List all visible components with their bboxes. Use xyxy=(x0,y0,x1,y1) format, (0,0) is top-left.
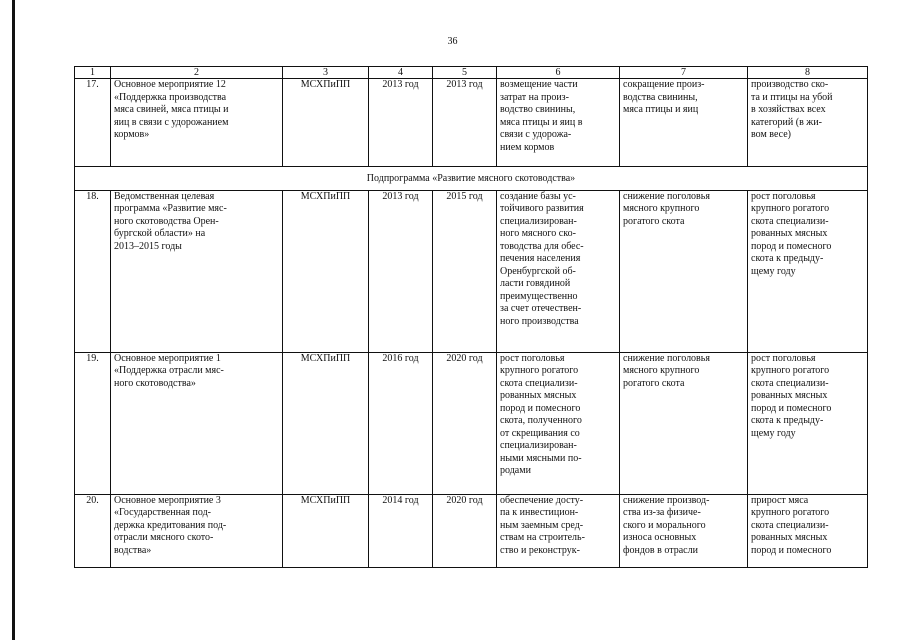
column-number-row xyxy=(75,67,868,79)
measures-table xyxy=(74,66,868,568)
executor: МСХПиПП xyxy=(283,352,369,494)
expected-result: рост поголовья крупного рогатого скота специализи- рованных мясных пород и помесного скота, полученного от скрещивания со специализирован- ными мясными по- родами xyxy=(497,352,620,494)
column-header: 6 xyxy=(497,67,620,79)
row-number: 20. xyxy=(75,494,111,567)
indicator-link: рост поголовья крупного рогатого скота специализи- рованных мясных пород и помесного скота к предыду- щему году xyxy=(748,352,868,494)
expected-result: обеспечение досту- па к инвестицион- ным заемным сред- ствам на строитель- ство и реконструк- xyxy=(497,494,620,567)
section-row xyxy=(75,167,868,191)
column-header: 5 xyxy=(433,67,497,79)
executor: МСХПиПП xyxy=(283,494,369,567)
indicator-link: производство ско- та и птицы на убой в хозяйствах всех категорий (в жи- вом весе) xyxy=(748,79,868,167)
end-year: 2015 год xyxy=(433,190,497,352)
column-header: 4 xyxy=(369,67,433,79)
expected-result: возмещение части затрат на произ- водство свинины, мяса птицы и яиц в связи с удорожа- нием кормов xyxy=(497,79,620,167)
start-year: 2016 год xyxy=(369,352,433,494)
table-row xyxy=(75,190,868,352)
scan-edge-bar xyxy=(12,0,15,640)
end-year: 2020 год xyxy=(433,352,497,494)
measure-name: Основное мероприятие 3 «Государственная под- держка кредитования под- отрасли мясного ското- водства» xyxy=(111,494,283,567)
column-header: 3 xyxy=(283,67,369,79)
row-number: 17. xyxy=(75,79,111,167)
consequences: сокращение произ- водства свинины, мяса птицы и яиц xyxy=(620,79,748,167)
consequences: снижение поголовья мясного крупного рогатого скота xyxy=(620,190,748,352)
page-number: 36 xyxy=(447,36,458,47)
start-year: 2014 год xyxy=(369,494,433,567)
subprogram-title: Подпрограмма «Развитие мясного скотоводства» xyxy=(75,167,868,191)
end-year: 2020 год xyxy=(433,494,497,567)
indicator-link: рост поголовья крупного рогатого скота специализи- рованных мясных пород и помесного скота к предыду- щему году xyxy=(748,190,868,352)
start-year: 2013 год xyxy=(369,79,433,167)
consequences: снижение производ- ства из-за физиче- ского и морального износа основных фондов в отрасли xyxy=(620,494,748,567)
measure-name: Основное мероприятие 12 «Поддержка производства мяса свиней, мяса птицы и яиц в связи с удорожанием кормов» xyxy=(111,79,283,167)
table-row xyxy=(75,494,868,567)
row-number: 18. xyxy=(75,190,111,352)
table-row xyxy=(75,352,868,494)
start-year: 2013 год xyxy=(369,190,433,352)
end-year: 2013 год xyxy=(433,79,497,167)
indicator-link: прирост мяса крупного рогатого скота специализи- рованных мясных пород и помесного xyxy=(748,494,868,567)
row-number: 19. xyxy=(75,352,111,494)
expected-result: создание базы ус- тойчивого развития специализирован- ного мясного ско- товодства для обес- печения населения Оренбургской об- ласти говядиной преимущественно за счет отечествен- ного производства xyxy=(497,190,620,352)
consequences: снижение поголовья мясного крупного рогатого скота xyxy=(620,352,748,494)
measure-name: Ведомственная целевая программа «Развитие мяс- ного скотоводства Орен- бургской области» на 2013–2015 годы xyxy=(111,190,283,352)
column-header: 7 xyxy=(620,67,748,79)
executor: МСХПиПП xyxy=(283,190,369,352)
measure-name: Основное мероприятие 1 «Поддержка отрасли мяс- ного скотоводства» xyxy=(111,352,283,494)
table-row xyxy=(75,79,868,167)
column-header: 8 xyxy=(748,67,868,79)
column-header: 2 xyxy=(111,67,283,79)
column-header: 1 xyxy=(75,67,111,79)
executor: МСХПиПП xyxy=(283,79,369,167)
